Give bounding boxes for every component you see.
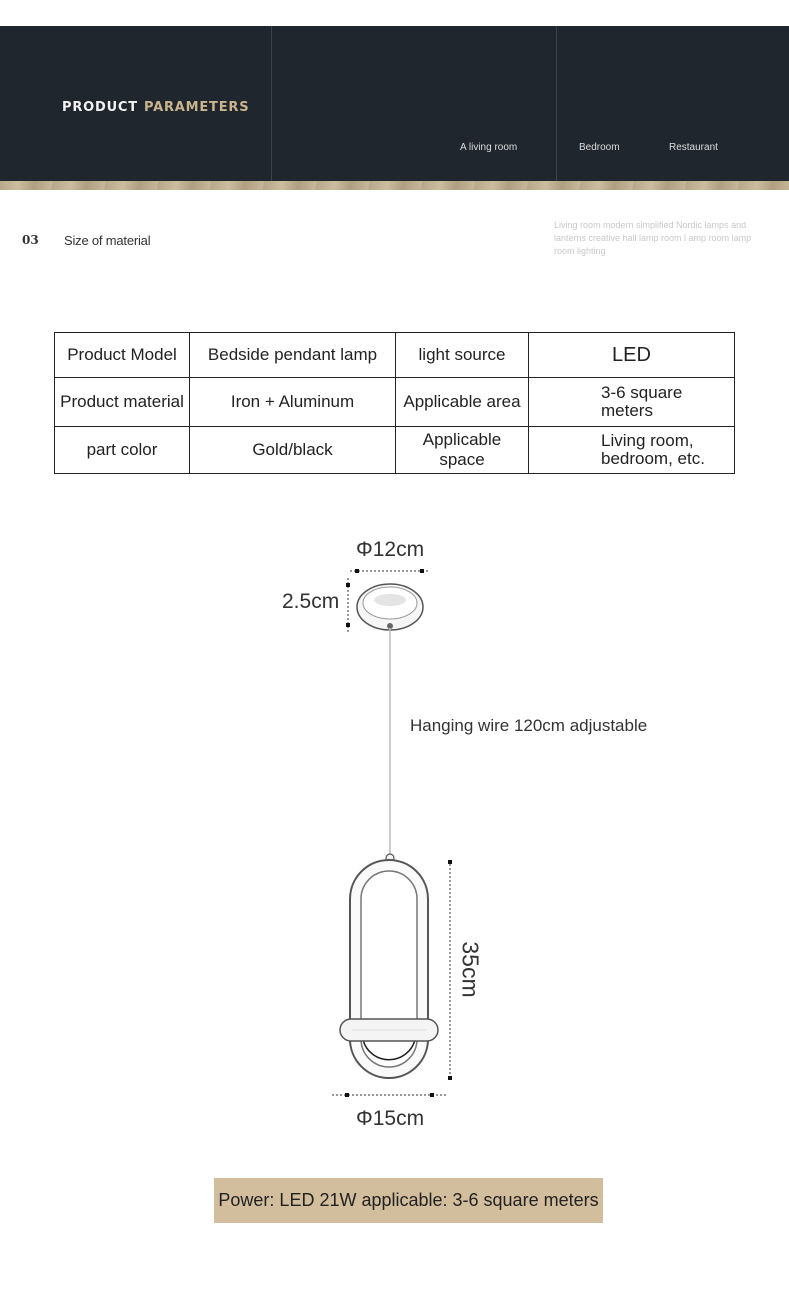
power-spec-badge: Power: LED 21W applicable: 3-6 square meters xyxy=(214,1178,603,1223)
canopy-height-dimension-line xyxy=(346,578,350,634)
canopy-width-dimension-line xyxy=(350,569,428,573)
wire-label: Hanging wire 120cm adjustable xyxy=(410,716,648,735)
table-cell: light source xyxy=(396,333,529,378)
lamp-width-dimension-line xyxy=(332,1093,448,1097)
banner-title-word-2: PARAMETERS xyxy=(143,100,250,115)
table-cell: Product material xyxy=(55,378,190,427)
section-description: Living room modern simplified Nordic lamps and lanterns creative hall lamp room l amp room lamp room lighting xyxy=(554,220,752,256)
section-title: Size of material xyxy=(64,233,151,248)
table-cell: Bedside pendant lamp xyxy=(190,333,396,378)
canopy xyxy=(357,584,423,630)
lamp-body xyxy=(340,854,438,1078)
table-cell: Applicable area xyxy=(396,378,529,427)
table-cell: Applicable space xyxy=(396,427,529,474)
table-cell: Living room, bedroom, etc. xyxy=(529,427,735,474)
table-cell: part color xyxy=(55,427,190,474)
nav-living-room[interactable]: A living room xyxy=(460,142,518,153)
table-cell: Iron + Aluminum xyxy=(190,378,396,427)
lamp-height-dimension-line xyxy=(448,860,452,1080)
table-cell: 3-6 square meters xyxy=(529,378,735,427)
nav-bedroom[interactable]: Bedroom xyxy=(579,142,620,153)
canopy-diameter-label: Φ12cm xyxy=(356,538,425,561)
lamp-diameter-label: Φ15cm xyxy=(356,1107,425,1130)
nav-restaurant[interactable]: Restaurant xyxy=(669,142,718,153)
table-cell: LED xyxy=(529,333,735,378)
lamp-height-label: 35cm xyxy=(457,941,484,998)
canopy-height-label: 2.5cm xyxy=(282,590,340,613)
table-cell: Product Model xyxy=(55,333,190,378)
banner-title-word-1: PRODUCT xyxy=(62,100,138,115)
table-cell: Gold/black xyxy=(190,427,396,474)
section-number: 03 xyxy=(22,233,39,247)
